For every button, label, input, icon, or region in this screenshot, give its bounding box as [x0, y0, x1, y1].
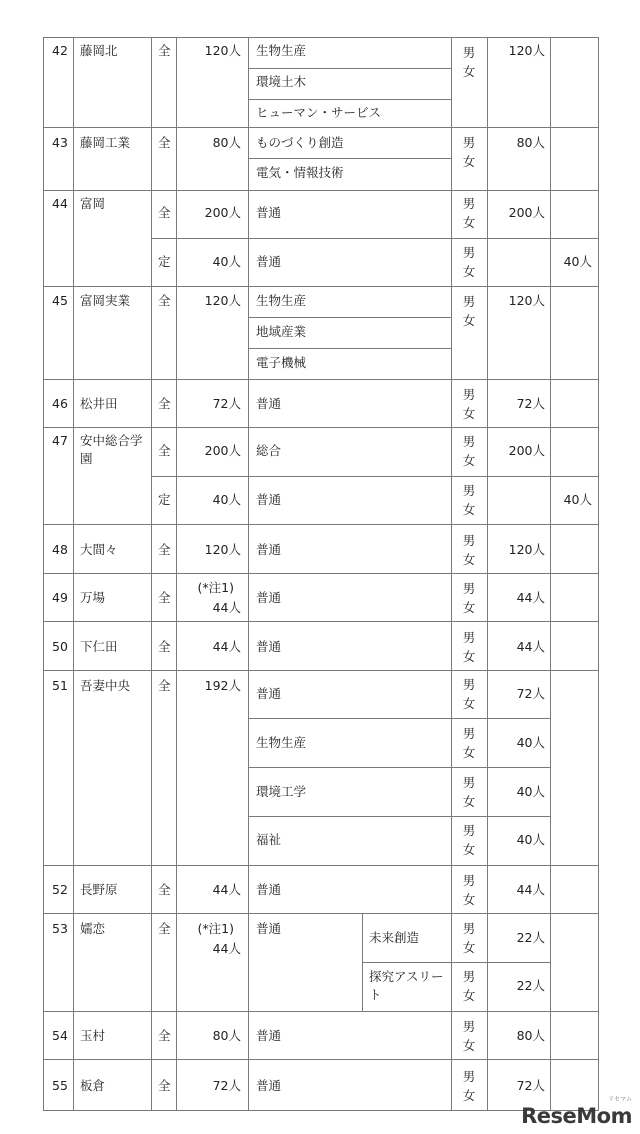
- total-capacity: 40人: [212, 254, 241, 269]
- school-name: 藤岡工業: [80, 135, 131, 150]
- grid-line: [43, 427, 599, 428]
- school-name: 玉村: [80, 1028, 106, 1043]
- grid-line: [248, 68, 452, 69]
- school-name: 藤岡北: [80, 43, 118, 58]
- row-number: 53: [52, 921, 68, 936]
- full-time-capacity: 80人: [516, 135, 545, 150]
- full-time-capacity: 72人: [516, 1078, 545, 1093]
- full-time-capacity: 72人: [516, 396, 545, 411]
- gender-text: 女: [462, 552, 476, 567]
- grid-line: [151, 476, 599, 477]
- note-text: (*注1): [197, 921, 234, 936]
- full-time-capacity: 120人: [508, 43, 545, 58]
- course-name: 環境土木: [256, 74, 307, 89]
- school-name: 富岡: [80, 196, 106, 211]
- grid-line: [43, 286, 599, 287]
- school-name: 下仁田: [80, 639, 118, 654]
- grid-line: [43, 524, 599, 525]
- gender-text: 女: [462, 215, 476, 230]
- total-capacity: 200人: [204, 443, 241, 458]
- gender-text: 男: [462, 196, 476, 211]
- subcourse-name: ト: [369, 987, 382, 1002]
- course-name: 普通: [256, 492, 282, 507]
- gender-text: 男: [462, 677, 476, 692]
- program-type: 定: [158, 254, 171, 269]
- course-name: 普通: [256, 639, 282, 654]
- grid-line: [362, 962, 551, 963]
- total-capacity: 120人: [204, 43, 241, 58]
- row-number: 50: [52, 639, 68, 654]
- course-name: 普通: [256, 1078, 282, 1093]
- row-number: 52: [52, 882, 68, 897]
- grid-line: [43, 190, 599, 191]
- full-time-capacity: 40人: [516, 735, 545, 750]
- gender-text: 女: [462, 1038, 476, 1053]
- gender-text: 男: [462, 45, 476, 60]
- course-name: 電子機械: [256, 355, 307, 370]
- school-name: 万場: [80, 590, 106, 605]
- program-type: 全: [158, 43, 171, 58]
- program-type: 定: [158, 492, 171, 507]
- course-name: ものづくり創造: [256, 135, 344, 150]
- course-name: 普通: [256, 542, 282, 557]
- total-capacity: 200人: [204, 205, 241, 220]
- total-capacity: 40人: [212, 492, 241, 507]
- course-name: 総合: [256, 443, 282, 458]
- gender-text: 男: [462, 630, 476, 645]
- course-name: 普通: [256, 254, 282, 269]
- program-type: 全: [158, 921, 171, 936]
- row-number: 44: [52, 196, 68, 211]
- course-name: 電気・情報技術: [256, 165, 344, 180]
- school-name: 大間々: [80, 542, 118, 557]
- total-capacity: 72人: [212, 1078, 241, 1093]
- course-name: 普通: [256, 590, 282, 605]
- grid-line: [248, 158, 452, 159]
- grid-line: [43, 913, 599, 914]
- grid-line: [248, 816, 551, 817]
- grid-line: [248, 348, 452, 349]
- gender-text: 男: [462, 245, 476, 260]
- school-name: 安中総合学: [80, 433, 143, 448]
- course-name: 普通: [256, 1028, 282, 1043]
- full-time-capacity: 200人: [508, 443, 545, 458]
- course-name: 地域産業: [256, 324, 307, 339]
- school-name: 松井田: [80, 396, 118, 411]
- program-type: 全: [158, 1028, 171, 1043]
- gender-text: 女: [462, 794, 476, 809]
- program-type: 全: [158, 678, 171, 693]
- gender-text: 男: [462, 294, 476, 309]
- gender-text: 男: [462, 775, 476, 790]
- gender-text: 男: [462, 969, 476, 984]
- course-name: 環境工学: [256, 784, 307, 799]
- grid-line: [43, 1059, 599, 1060]
- grid-line: [43, 1110, 599, 1111]
- program-type: 全: [158, 882, 171, 897]
- course-name: 福祉: [256, 832, 282, 847]
- gender-text: 男: [462, 823, 476, 838]
- program-type: 全: [158, 443, 171, 458]
- course-name: 普通: [256, 921, 282, 936]
- course-name: 生物生産: [256, 43, 307, 58]
- gender-text: 女: [462, 154, 476, 169]
- gender-text: 男: [462, 387, 476, 402]
- program-type: 全: [158, 396, 171, 411]
- gender-text: 男: [462, 1019, 476, 1034]
- gender-text: 女: [462, 988, 476, 1003]
- full-time-capacity: 80人: [516, 1028, 545, 1043]
- program-type: 全: [158, 205, 171, 220]
- row-number: 54: [52, 1028, 68, 1043]
- course-name: ヒューマン・サービス: [256, 105, 382, 120]
- program-type: 全: [158, 293, 171, 308]
- row-number: 55: [52, 1078, 68, 1093]
- gender-text: 男: [462, 581, 476, 596]
- subcourse-name: 未来創造: [369, 930, 420, 945]
- gender-text: 男: [462, 434, 476, 449]
- gender-text: 女: [462, 453, 476, 468]
- full-time-capacity: 200人: [508, 205, 545, 220]
- course-name: 普通: [256, 205, 282, 220]
- subcourse-name: 探究アスリー: [369, 969, 444, 984]
- school-name: 富岡実業: [80, 293, 131, 308]
- total-capacity: 120人: [204, 293, 241, 308]
- row-number: 46: [52, 396, 68, 411]
- total-capacity: 44人: [212, 600, 241, 615]
- program-type: 全: [158, 135, 171, 150]
- row-number: 43: [52, 135, 68, 150]
- school-name: 園: [80, 451, 93, 466]
- row-number: 51: [52, 678, 68, 693]
- gender-text: 女: [462, 64, 476, 79]
- gender-text: 女: [462, 313, 476, 328]
- full-time-capacity: 40人: [516, 784, 545, 799]
- row-number: 45: [52, 293, 68, 308]
- total-capacity: 80人: [212, 1028, 241, 1043]
- program-type: 全: [158, 542, 171, 557]
- resemom-logo: ReseMom: [521, 1104, 632, 1128]
- total-capacity: 72人: [212, 396, 241, 411]
- program-type: 全: [158, 1078, 171, 1093]
- total-capacity: 80人: [212, 135, 241, 150]
- full-time-capacity: 44人: [516, 590, 545, 605]
- total-capacity: 44人: [212, 882, 241, 897]
- gender-text: 女: [462, 1088, 476, 1103]
- grid-line: [43, 670, 599, 671]
- full-time-capacity: 22人: [516, 978, 545, 993]
- program-type: 全: [158, 639, 171, 654]
- gender-text: 男: [462, 533, 476, 548]
- total-capacity: 192人: [204, 678, 241, 693]
- full-time-capacity: 120人: [508, 293, 545, 308]
- gender-text: 女: [462, 745, 476, 760]
- gender-text: 男: [462, 921, 476, 936]
- logo-subtext: リセマム: [608, 1096, 632, 1103]
- grid-line: [248, 767, 551, 768]
- grid-line: [248, 317, 452, 318]
- gender-text: 女: [462, 600, 476, 615]
- course-name: 普通: [256, 882, 282, 897]
- grid-line: [43, 37, 599, 38]
- program-type: 全: [158, 590, 171, 605]
- part-time-capacity: 40人: [563, 254, 592, 269]
- grid-line: [248, 718, 551, 719]
- full-time-capacity: 44人: [516, 882, 545, 897]
- gender-text: 男: [462, 726, 476, 741]
- full-time-capacity: 44人: [516, 639, 545, 654]
- grid-line: [248, 99, 452, 100]
- full-time-capacity: 40人: [516, 832, 545, 847]
- gender-text: 女: [462, 940, 476, 955]
- school-name: 長野原: [80, 882, 118, 897]
- grid-line: [43, 127, 599, 128]
- grid-line: [151, 238, 599, 239]
- gender-text: 男: [462, 483, 476, 498]
- school-name: 吾妻中央: [80, 678, 131, 693]
- school-name: 嬬恋: [80, 921, 106, 936]
- course-name: 生物生産: [256, 735, 307, 750]
- course-name: 生物生産: [256, 293, 307, 308]
- gender-text: 男: [462, 1069, 476, 1084]
- row-number: 42: [52, 43, 68, 58]
- course-name: 普通: [256, 686, 282, 701]
- grid-line: [43, 379, 599, 380]
- grid-line: [43, 621, 599, 622]
- gender-text: 女: [462, 264, 476, 279]
- row-number: 49: [52, 590, 68, 605]
- row-number: 47: [52, 433, 68, 448]
- full-time-capacity: 22人: [516, 930, 545, 945]
- gender-text: 女: [462, 696, 476, 711]
- gender-text: 女: [462, 892, 476, 907]
- gender-text: 女: [462, 502, 476, 517]
- total-capacity: 44人: [212, 639, 241, 654]
- gender-text: 女: [462, 842, 476, 857]
- gender-text: 女: [462, 406, 476, 421]
- total-capacity: 44人: [212, 941, 241, 956]
- part-time-capacity: 40人: [563, 492, 592, 507]
- note-text: (*注1): [197, 580, 234, 595]
- row-number: 48: [52, 542, 68, 557]
- grid-line: [43, 1011, 599, 1012]
- gender-text: 男: [462, 873, 476, 888]
- school-name: 板倉: [80, 1078, 106, 1093]
- full-time-capacity: 120人: [508, 542, 545, 557]
- full-time-capacity: 72人: [516, 686, 545, 701]
- grid-line: [43, 573, 599, 574]
- course-name: 普通: [256, 396, 282, 411]
- gender-text: 男: [462, 135, 476, 150]
- gender-text: 女: [462, 649, 476, 664]
- grid-line: [43, 865, 599, 866]
- total-capacity: 120人: [204, 542, 241, 557]
